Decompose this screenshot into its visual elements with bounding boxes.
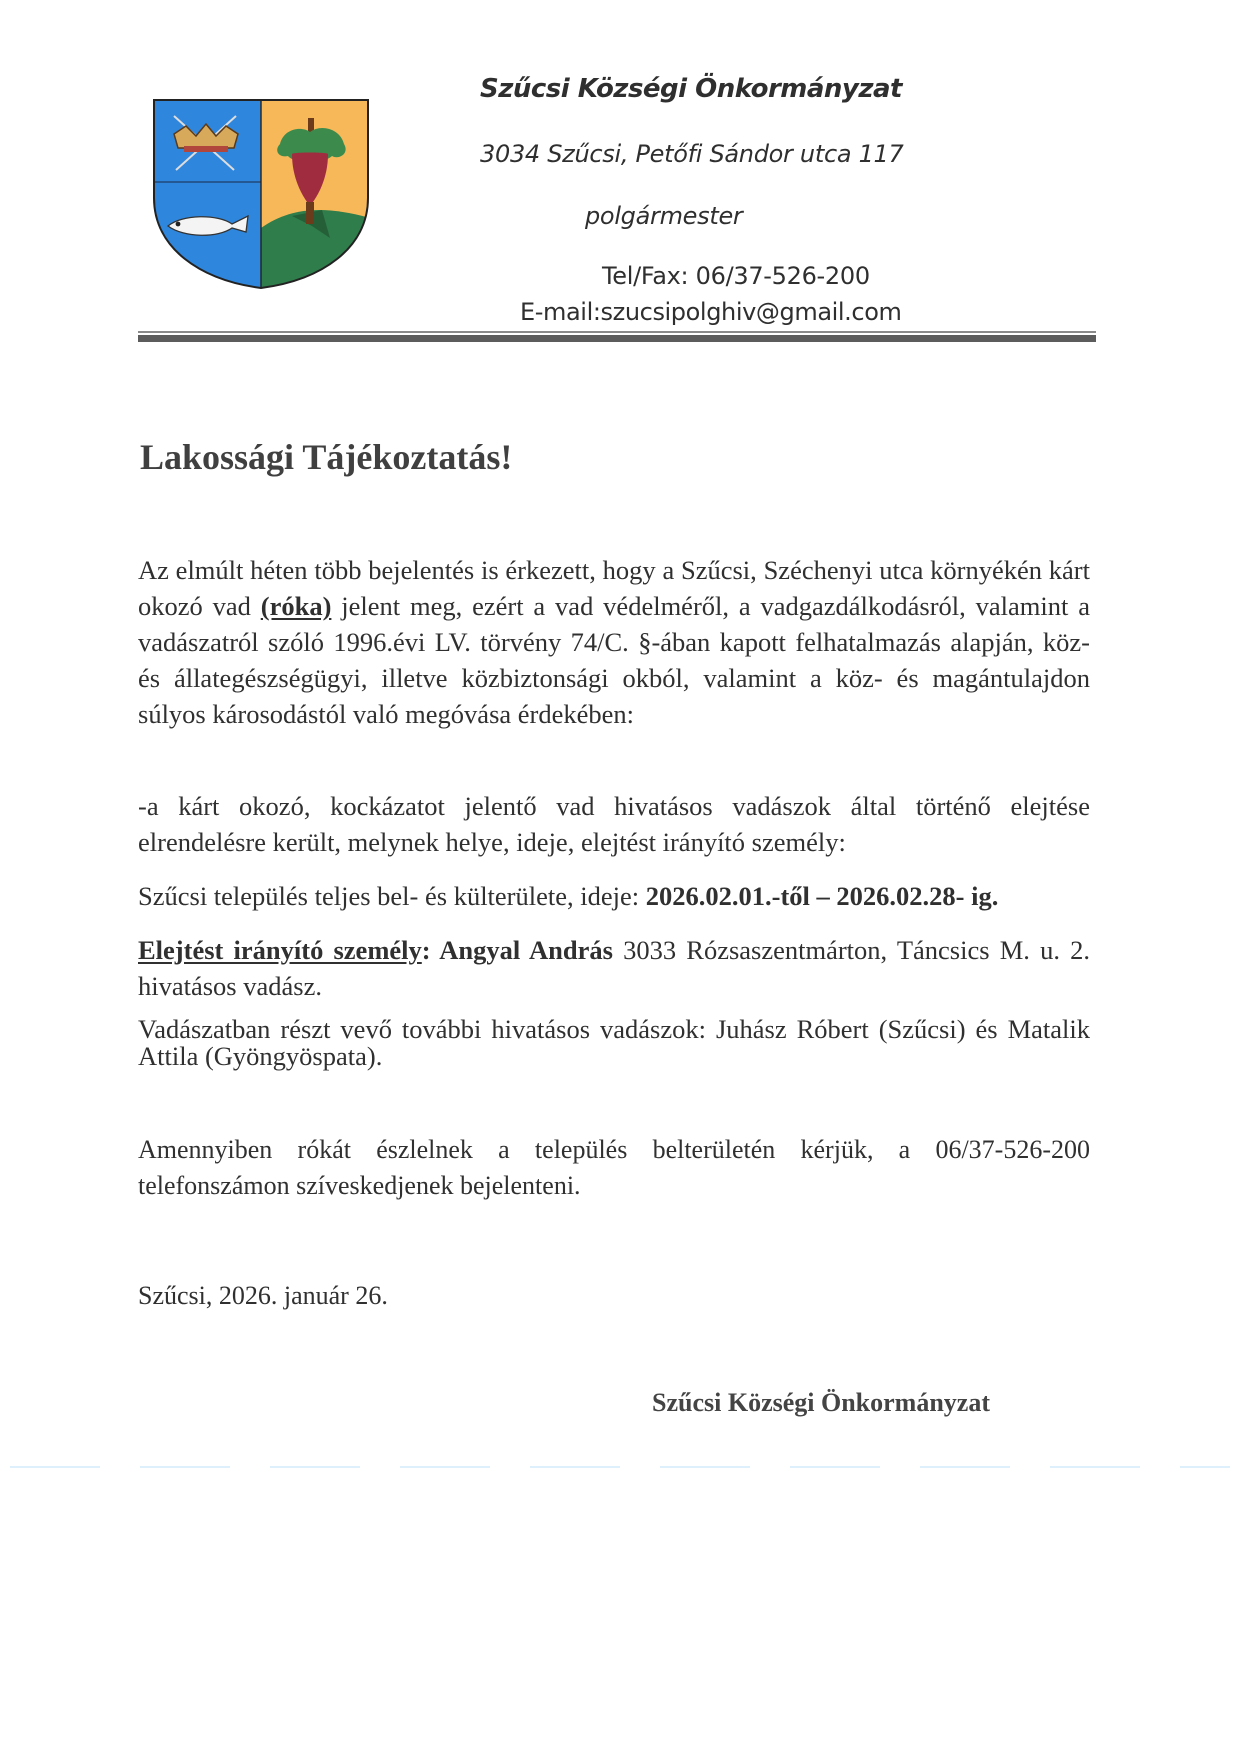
scan-artifact-line [10, 1466, 1230, 1468]
paragraph-announcement [138, 552, 1090, 732]
p1-text-a: Az elmúlt héten több bejelentés is érkezett, hogy a Szűcsi, Széchenyi utca környékén kárt okozó vad [138, 555, 1090, 621]
header-role: polgármester [585, 202, 743, 230]
p4-label: Elejtést irányító személy [138, 935, 422, 965]
header-organization: Szűcsi Községi Önkormányzat [480, 74, 902, 104]
p1-roka: (róka) [260, 591, 332, 621]
document-title: Lakossági Tájékoztatás! [140, 437, 513, 477]
p3-dates: 2026.02.01.-től – 2026.02.28- ig. [645, 881, 999, 911]
paragraph-report-request: Amennyiben rókát észlelnek a település belterületén kérjük, a 06/37-526-200 telefonszámon szíveskedjenek bejelenteni. [138, 1135, 1090, 1200]
header-divider-thick [138, 335, 1096, 342]
p4-rest: 3033 Rózsaszentmárton, Táncsics M. u. 2. hivatásos vadász. [138, 935, 1090, 1001]
p3-text: Szűcsi település teljes bel- és külterülete, ideje: [138, 881, 646, 911]
header-email: E-mail:szucsipolghiv@gmail.com [520, 298, 902, 326]
paragraph-responsible-person [138, 932, 1090, 1004]
coat-of-arms-icon [152, 98, 370, 290]
paragraph-other-hunters: Vadászatban részt vevő további hivatásos vadászok: Juhász Róbert (Szűcsi) és Matalik Attila (Gyöngyöspata). [138, 1014, 1090, 1071]
date-line: Szűcsi, 2026. január 26. [138, 1281, 388, 1310]
signature: Szűcsi Községi Önkormányzat [652, 1388, 990, 1417]
header-telfax: Tel/Fax: 06/37-526-200 [602, 262, 870, 290]
p1-text-b: jelent meg, ezért a vad védelméről, a vadgazdálkodásról, valamint a vadászatról szóló 1996.évi LV. törvény 74/C. §-ában kapott felhatalmazás alapján, köz- és állategészségügyi, illetve közbiztonsági okból, valamint a köz- és magántulajdon súlyos károsodástól való megóvása érdekében: [138, 591, 1090, 729]
p4-colon: : [421, 935, 440, 965]
p4-name: Angyal András [439, 935, 613, 965]
paragraph-location-time [138, 878, 1090, 914]
paragraph-order: -a kárt okozó, kockázatot jelentő vad hivatásos vadászok által történő elejtése elrendelésre került, melynek helye, ideje, elejtést irányító személy: [138, 791, 1090, 857]
header-address: 3034 Szűcsi, Petőfi Sándor utca 117 [480, 140, 904, 168]
header-divider-thin [138, 331, 1096, 333]
